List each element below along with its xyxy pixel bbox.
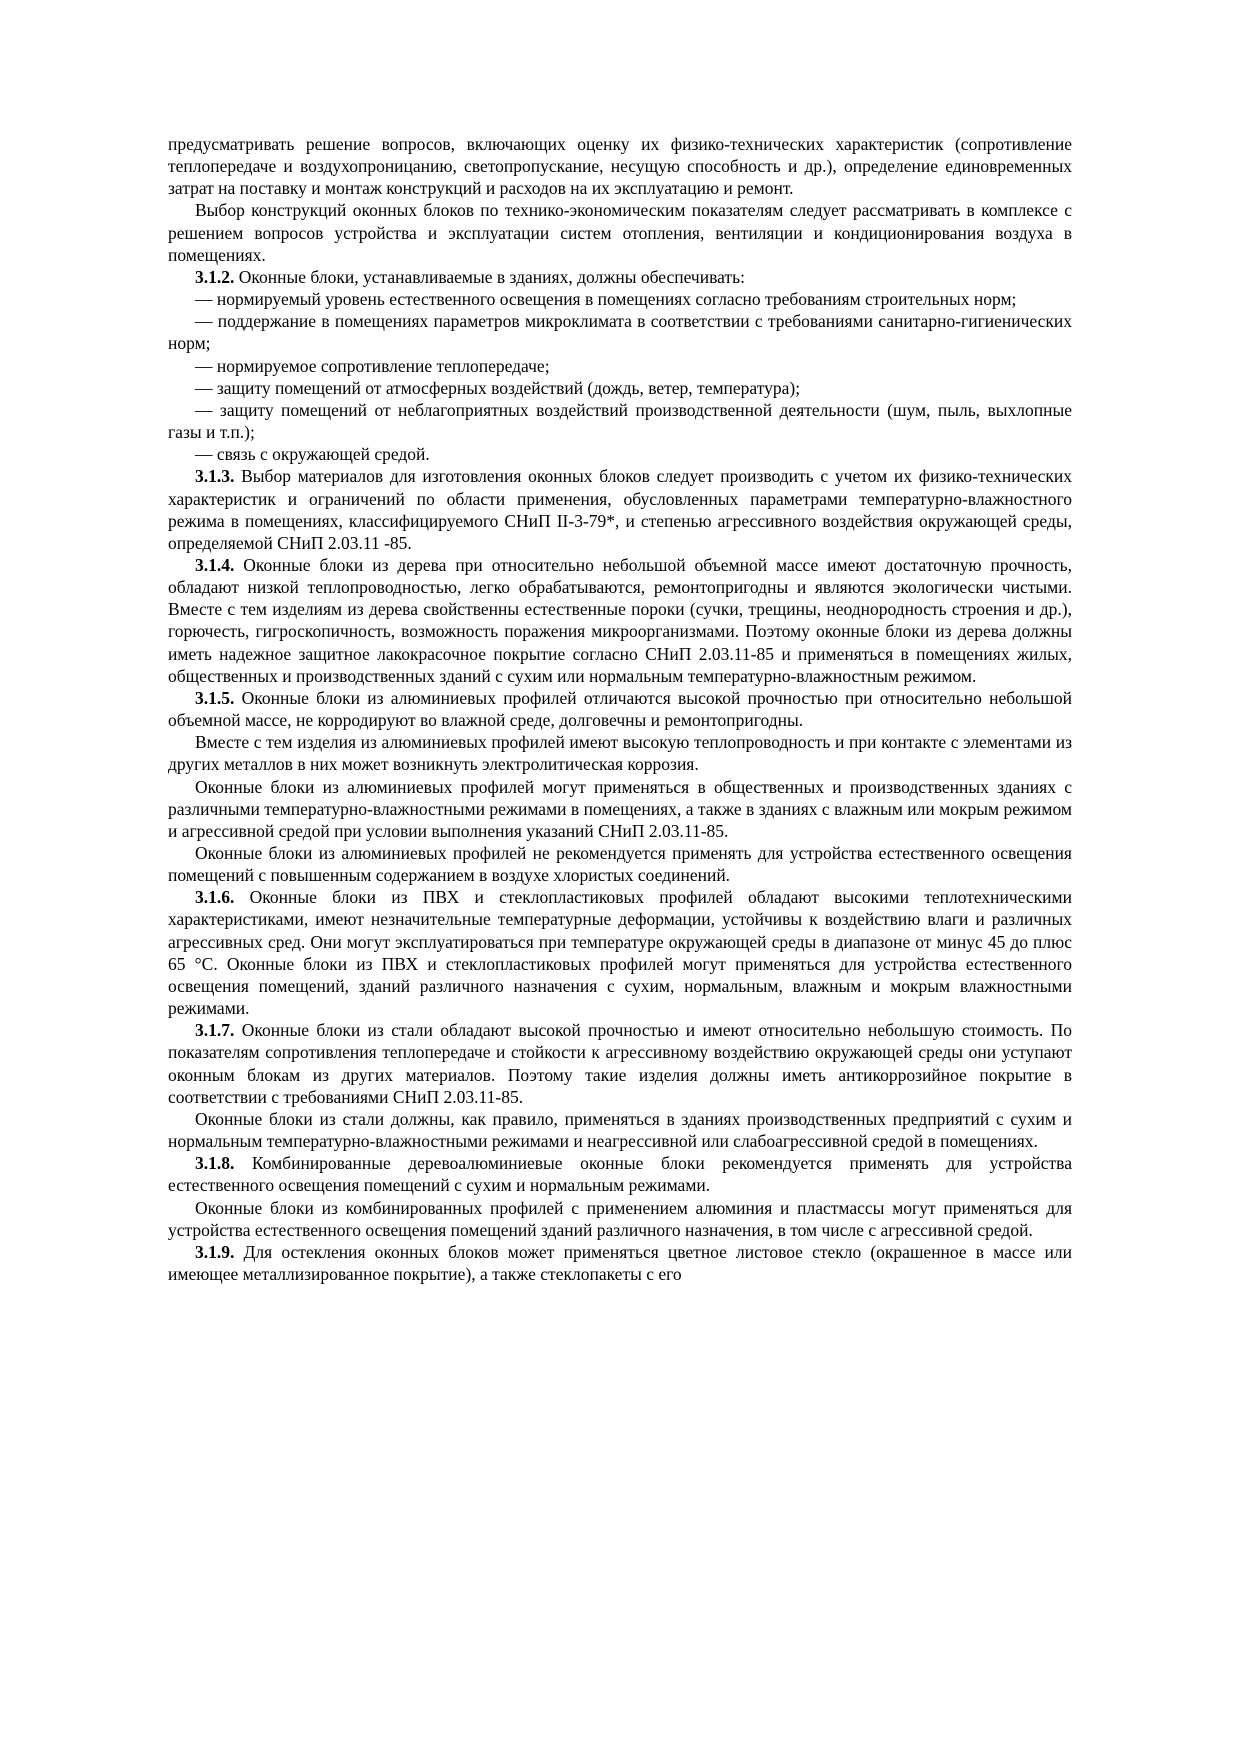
para-3-1-4 xyxy=(168,554,1072,687)
paragraph xyxy=(168,842,1072,886)
paragraph-text: Оконные блоки из алюминиевых профилей могут применяться в общественных и производственных зданиях с различными температурно-влажностными режимами в помещениях, а также в зданиях с влажным или мокрым режимом и агрессивной средой при условии выполнения указаний СНиП 2.03.11-85. xyxy=(168,776,1072,841)
paragraph xyxy=(168,199,1072,265)
list-item-dash xyxy=(168,288,1072,310)
paragraph-text: Для остекления оконных блоков может применяться цветное листовое стекло (окрашенное в массе или имеющее металлизированное покрытие), а также стеклопакеты с его xyxy=(168,1241,1072,1284)
list-item-dash xyxy=(168,399,1072,443)
list-item-dash xyxy=(168,310,1072,354)
section-number: 3.1.6. xyxy=(195,887,235,908)
paragraph-text: — защиту помещений от неблагоприятных воздействий производственной деятельности (шум, пыль, выхлопные газы и т.п.); xyxy=(168,399,1072,443)
paragraph xyxy=(168,1108,1072,1152)
paragraph-text: Оконные блоки из комбинированных профилей с применением алюминия и пластмассы могут применяться для устройства естественного освещения помещений зданий различного назначения, в том числе с агрессивной средой. xyxy=(168,1197,1072,1240)
paragraph-text: Выбор конструкций оконных блоков по технико-экономическим показателям следует рассматривать в комплексе с решением вопросов устройства и эксплуатации систем отопления, вентиляции и кондиционирования воздуха в помещениях. xyxy=(168,200,1072,265)
paragraph-text: Оконные блоки из стали обладают высокой прочностью и имеют относительно небольшую стоимость. По показателям сопротивления теплопередаче и стойкости к агрессивному воздействию окружающей среды они уступают оконным блокам из других материалов. Поэтому такие изделия должны иметь антикоррозийное покрытие в соответствии с требованиями СНиП 2.03.11-85. xyxy=(168,1020,1072,1107)
paragraph-continuation xyxy=(168,133,1072,199)
para-3-1-7 xyxy=(168,1019,1072,1108)
para-3-1-3 xyxy=(168,465,1072,554)
paragraph-text: — поддержание в помещениях параметров микроклимата в соответствии с требованиями санитарно-гигиенических норм; xyxy=(168,311,1072,354)
paragraph-text: — защиту помещений от атмосферных воздействий (дождь, ветер, температура); xyxy=(195,377,801,398)
paragraph-text: Оконные блоки из ПВХ и стеклопластиковых профилей обладают высокими теплотехническими характеристиками, имеют незначительные температурные деформации, устойчивы к воздействию влаги и различных агрессивных сред. Они могут эксплуатироваться при температуре окружающей среды в диапазоне от минус 45 до плюс 65 °С. Оконные блоки из ПВХ и стеклопластиковых профилей могут применяться для устройства естественного освещения помещений, зданий различного назначения с сухим, нормальным, влажным и мокрым влажностными режимами. xyxy=(168,887,1072,1019)
section-number: 3.1.5. xyxy=(195,687,235,708)
paragraph-text: Выбор материалов для изготовления оконных блоков следует производить с учетом их физико-технических характеристик и ограничений по области применения, обусловленных параметрами температурно-влажностного режима в помещениях, классифицируемого СНиП II-3-79*, и степенью агрессивного воздействия окружающей среды, определяемой СНиП 2.03.11 -85. xyxy=(168,466,1072,553)
para-3-1-8 xyxy=(168,1152,1072,1196)
para-3-1-9 xyxy=(168,1241,1072,1285)
section-number: 3.1.8. xyxy=(195,1153,235,1174)
section-number: 3.1.9. xyxy=(195,1241,235,1262)
para-3-1-5 xyxy=(168,687,1072,731)
paragraph-text: предусматривать решение вопросов, включающих оценку их физико-технических характеристик (сопротивление теплопередаче и воздухопроницанию, светопропускание, несущую способность и др.), определение единовременных затрат на поставку и монтаж конструкций и расходов на их эксплуатацию и ремонт. xyxy=(168,134,1072,199)
list-item-dash xyxy=(168,377,1072,399)
paragraph xyxy=(168,776,1072,842)
paragraph-text: Оконные блоки из стали должны, как правило, применяться в зданиях производственных предприятий с сухим и нормальным температурно-влажностными режимами и неагрессивной или слабоагрессивной средой в помещениях. xyxy=(168,1108,1072,1152)
paragraph-text: Оконные блоки из алюминиевых профилей не рекомендуется применять для устройства естественного освещения помещений с повышенным содержанием в воздухе хлористых соединений. xyxy=(168,843,1072,886)
paragraph-text: Комбинированные деревоалюминиевые оконные блоки рекомендуется применять для устройства естественного освещения помещений с сухим и нормальным режимами. xyxy=(168,1153,1072,1196)
paragraph xyxy=(168,1197,1072,1241)
section-number: 3.1.3. xyxy=(195,466,235,487)
paragraph-text: — связь с окружающей средой. xyxy=(195,444,430,465)
paragraph-text: — нормируемое сопротивление теплопередаче; xyxy=(195,355,550,376)
paragraph-text: Оконные блоки из алюминиевых профилей отличаются высокой прочностью при относительно небольшой объемной массе, не корродируют во влажной среде, долговечны и ремонтопригодны. xyxy=(168,687,1072,731)
section-number: 3.1.4. xyxy=(195,554,235,575)
list-item-dash xyxy=(168,355,1072,377)
para-3-1-2 xyxy=(168,266,1072,288)
para-3-1-6 xyxy=(168,886,1072,1019)
paragraph-text: Вместе с тем изделия из алюминиевых профилей имеют высокую теплопроводность и при контакте с элементами из других металлов в них может возникнуть электролитическая коррозия. xyxy=(168,732,1072,775)
section-number: 3.1.2. xyxy=(195,266,235,287)
section-number: 3.1.7. xyxy=(195,1020,235,1041)
paragraph-text: — нормируемый уровень естественного освещения в помещениях согласно требованиям строительных норм; xyxy=(195,289,1017,310)
paragraph xyxy=(168,731,1072,775)
list-item-dash xyxy=(168,443,1072,465)
paragraph-text: Оконные блоки, устанавливаемые в зданиях, должны обеспечивать: xyxy=(234,266,745,287)
paragraph-text: Оконные блоки из дерева при относительно небольшой объемной массе имеют достаточную прочность, обладают низкой теплопроводностью, легко обрабатываются, ремонтопригодны и являются экологически чистыми. Вместе с тем изделиям из дерева свойственны естественные пороки (сучки, трещины, неоднородность строения и др.), горючесть, гигроскопичность, возможность поражения микроорганизмами. Поэтому оконные блоки из дерева должны иметь надежное защитное лакокрасочное покрытие согласно СНиП 2.03.11-85 и применяться в помещениях жилых, общественных и производственных зданий с сухим или нормальным температурно-влажностным режимом. xyxy=(168,554,1072,686)
